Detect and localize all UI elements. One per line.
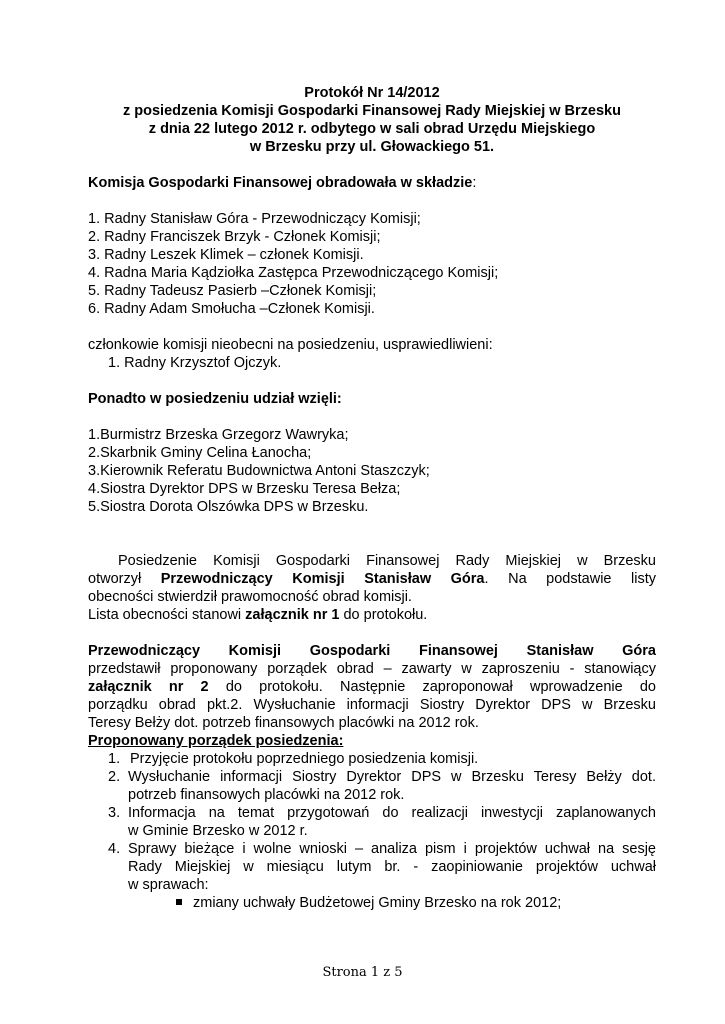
list-item: 1. Radny Krzysztof Ojczyk. — [108, 355, 282, 371]
header-line: z posiedzenia Komisji Gospodarki Finansowej Rady Miejskiej w Brzesku — [123, 103, 621, 119]
paragraph-line: Przewodniczący Komisji Gospodarki Finansowej Stanisław Góra — [88, 643, 656, 659]
paragraph-line: przedstawił proponowany porządek obrad – zawarty w zaproszeniu - stanowiący — [88, 661, 656, 677]
composition-heading: Komisja Gospodarki Finansowej obradowała w składzie: — [88, 175, 477, 191]
header-line: z dnia 22 lutego 2012 r. odbytego w sali obrad Urzędu Miejskiego — [148, 121, 596, 137]
agenda-subitem: zmiany uchwały Budżetowej Gminy Brzesko na rok 2012; — [88, 894, 656, 912]
list-item: 2.Skarbnik Gminy Celina Łanocha; — [88, 445, 312, 461]
protocol-title: Protokół Nr 14/2012 — [304, 85, 440, 101]
list-item: 5. Radny Tadeusz Pasierb –Członek Komisji; — [88, 283, 377, 299]
guest-list — [88, 426, 656, 516]
list-item: 3.Kierownik Referatu Budownictwa Antoni Staszczyk; — [88, 463, 430, 479]
agenda-heading: Proponowany porządek posiedzenia: — [88, 733, 344, 749]
paragraph-line: otworzył Przewodniczący Komisji Stanisław Góra. Na podstawie listy — [88, 571, 656, 587]
list-item: 1.Burmistrz Brzeska Grzegorz Wawryka; — [88, 427, 349, 443]
page-number: Strona 1 z 5 — [322, 965, 403, 980]
agenda-item: 4. Sprawy bieżące i wolne wnioski – analiza pism i projektów uchwał na sesję Rady Miejskiej w miesiącu lutym br. - zaopiniowanie projektów uchwał w sprawach: — [108, 841, 656, 893]
agenda-list — [88, 750, 656, 894]
square-bullet-icon — [176, 899, 182, 905]
protocol-header — [88, 84, 656, 156]
header-line: w Brzesku przy ul. Głowackiego 51. — [249, 139, 495, 155]
list-item: 6. Radny Adam Smołucha –Członek Komisji. — [88, 301, 375, 317]
list-item: 4.Siostra Dyrektor DPS w Brzesku Teresa Bełza; — [88, 481, 401, 497]
guests-heading: Ponadto w posiedzeniu udział wzięli: — [88, 391, 342, 407]
absent-heading: członkowie komisji nieobecni na posiedzeniu, usprawiedliwieni: — [88, 337, 493, 353]
agenda-intro-paragraph — [88, 642, 656, 732]
list-item: 4. Radna Maria Kądziołka Zastępca Przewodniczącego Komisji; — [88, 265, 499, 281]
paragraph-line: Lista obecności stanowi załącznik nr 1 do protokołu. — [88, 607, 428, 623]
member-list — [88, 210, 656, 318]
paragraph-line: Posiedzenie Komisji Gospodarki Finansowej Rady Miejskiej w Brzesku — [118, 553, 656, 569]
list-item: 5.Siostra Dorota Olszówka DPS w Brzesku. — [88, 499, 369, 515]
list-item: 3. Radny Leszek Klimek – członek Komisji. — [88, 247, 364, 263]
paragraph-line: porządku obrad pkt.2. Wysłuchanie informacji Siostry Dyrektor DPS w Brzesku — [88, 697, 656, 713]
agenda-item: 1. Przyjęcie protokołu poprzedniego posiedzenia komisji. — [108, 751, 479, 767]
paragraph-line: załącznik nr 2 do protokołu. Następnie zaproponował wprowadzenie do — [88, 679, 656, 695]
agenda-item: 3. Informacja na temat przygotowań do realizacji inwestycji zaplanowanych w Gminie Brzesko w 2012 r. — [108, 805, 656, 839]
paragraph-line: obecności stwierdził prawomocność obrad komisji. — [88, 589, 412, 605]
paragraph-line: Teresy Bełży dot. potrzeb finansowych placówki na 2012 rok. — [88, 715, 479, 731]
list-item: 1. Radny Stanisław Góra - Przewodniczący Komisji; — [88, 211, 421, 227]
list-item: 2. Radny Franciszek Brzyk - Członek Komisji; — [88, 229, 381, 245]
agenda-item: 2. Wysłuchanie informacji Siostry Dyrektor DPS w Brzesku Teresy Bełży dot. potrzeb finansowych placówki na 2012 rok. — [108, 769, 656, 803]
opening-paragraph — [88, 552, 656, 624]
document-body — [88, 84, 656, 912]
